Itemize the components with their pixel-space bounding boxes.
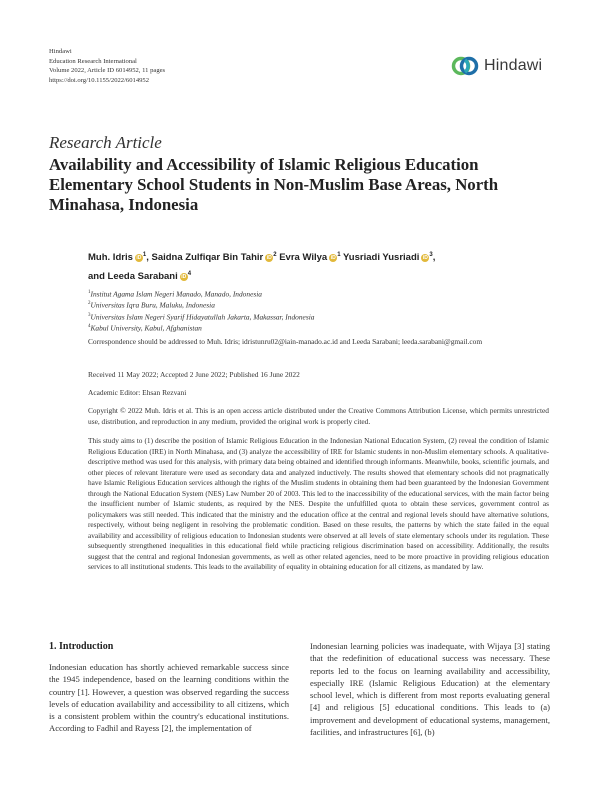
intro-column-right: Indonesian learning policies was inadequate, with Wijaya [3] stating that the redefinition of educational success was necessary. These reports led to the focus on learning availability and accessibility, especially IRE (Islamic Religious Education) at the elementary school level, which is different from most reports evaluating general [4] and religious [5] educational conditions. This leads to (a) improvement and development of educational systems, management, facilities, and infrastructures [6], (b)	[310, 641, 550, 738]
author-item[interactable]	[88, 271, 191, 282]
abstract: This study aims to (1) describe the position of Islamic Religious Education in the Indonesian National Education System, (2) reveal the condition of Islamic Religious Education (IRE) in North Minahasa, and (3) analyze the accessibility of IRE for Islamic students in non-Muslim elementary schools. A qualitative-descriptive method was used for this analysis, with primary data being obtained and identified through informants. Meanwhile, books, scientific journals, and other pieces of relevant literature were used as secondary data and analyzed inductively. The results showed that elementary schools did not pragmatically have Islamic Religious Education services although the rights of the Muslim students in obtaining them had been guaranteed by the Indonesian Government through the National Education System (NES) Law Number 20 of 2003. This led to the inaccessibility of the educational services, with the main factor being the insufficient number of Islamic students, as required by the NES. Despite the unfulfilled quota to obtain these services, government control as policymakers was still needed. This indicated that the ministry and the education office at the central and regional levels should have alternative solutions, respectively, without being negligent in resolving the problematic condition. Based on these results, the patterns by which the state failed in the equal availability and accessibility of religious education to Indonesian students were observed at all levels of state elementary schools under its regulation. These subsequently strengthened inequalities in this educational field while practicing religious discrimination based on accessibility. Additionally, the results suggest that the central and regional Indonesian governments, as well as other related agencies, need to be more proactive in providing religious education services to all institutional students. This leads to the availability of equality in obtaining education for all citizens, as mandated by law.	[88, 436, 549, 571]
article-type: Research Article	[49, 133, 162, 152]
author-item[interactable]	[343, 252, 435, 263]
section-heading: 1. Introduction	[49, 641, 114, 652]
affiliation-item	[88, 288, 314, 299]
author-affil-ref: 1	[142, 252, 147, 258]
article-title: Availability and Accessibility of Islamic Religious Education Elementary School Students in Non-Muslim Base Areas, North Minahasa, Indonesia	[49, 155, 499, 214]
hindawi-logo-icon	[450, 51, 480, 81]
author-name: Muh. Idris	[88, 252, 133, 264]
affiliation-number: 3	[88, 312, 91, 318]
orcid-icon[interactable]: iD	[330, 255, 336, 262]
affiliation-item	[88, 311, 314, 322]
author-list	[88, 247, 548, 285]
publication-dates: Received 11 May 2022; Accepted 2 June 2022; Published 16 June 2022	[88, 370, 300, 379]
author-separator: ,	[432, 252, 436, 264]
author-affil-ref: 3	[429, 252, 433, 258]
affiliation-text: Kabul University, Kabul, Afghanistan	[90, 323, 202, 333]
author-name: Yusriadi Yusriadi	[343, 252, 420, 264]
affiliation-text: Institut Agama Islam Negeri Manado, Manado, Indonesia	[90, 289, 262, 299]
author-affil-ref: 4	[187, 271, 192, 278]
doi-link[interactable]: https://doi.org/10.1155/2022/6014952	[49, 76, 150, 84]
orcid-icon[interactable]: iD	[136, 255, 142, 262]
affiliation-number: 4	[88, 324, 91, 330]
author-separator: ,	[146, 252, 149, 264]
copyright-notice: Copyright © 2022 Muh. Idris et al. This is an open access article distributed under the Creative Commons Attribution License, which permits unrestricted use, distribution, and reproduction in any medium, provided the original work is properly cited.	[88, 406, 549, 426]
affiliation-text: Universitas Iqra Buru, Maluku, Indonesia	[90, 300, 215, 310]
author-item[interactable]	[88, 252, 149, 263]
orcid-icon[interactable]: iD	[266, 255, 272, 262]
academic-editor: Academic Editor: Ehsan Rezvani	[88, 388, 187, 397]
author-item[interactable]	[152, 252, 277, 263]
affiliation-item	[88, 299, 314, 310]
correspondence: Correspondence should be addressed to Muh. Idris; idristunru02@iain-manado.ac.id and Leeda Sarabani; leeda.sarabani@gmail.com	[88, 337, 483, 346]
affiliation-text: Universitas Islam Negeri Syarif Hidayatullah Jakarta, Makassar, Indonesia	[90, 312, 315, 322]
author-name: Evra Wilya	[279, 252, 328, 264]
hindawi-logo-text: Hindawi	[484, 57, 543, 74]
journal-meta	[49, 47, 165, 85]
hindawi-logo[interactable]	[450, 51, 542, 81]
affiliation-item	[88, 322, 314, 333]
author-affil-ref: 2	[273, 252, 277, 258]
journal-name: Education Research International	[49, 57, 137, 65]
orcid-icon[interactable]: iD	[181, 274, 187, 281]
affiliation-number: 2	[88, 301, 91, 307]
publisher-name: Hindawi	[49, 48, 72, 55]
author-item[interactable]	[279, 252, 340, 263]
affiliation-list	[88, 288, 314, 334]
author-affil-ref: 1	[337, 252, 341, 258]
intro-column-left: Indonesian education has shortly achieved remarkable success since the 1945 independence, based on the learning conditions within the country [1]. However, a question was observed regarding the success levels of education availability and accessibility to all citizens, which is a consistent problem within the country's educational institutions. According to Fadhil and Rayess [2], the implementation of	[49, 662, 289, 734]
author-name: Saidna Zulfiqar Bin Tahir	[151, 252, 264, 264]
author-name: and Leeda Sarabani	[88, 271, 178, 283]
affiliation-number: 1	[88, 290, 91, 295]
orcid-icon[interactable]: iD	[422, 255, 428, 262]
volume-info: Volume 2022, Article ID 6014952, 11 pages	[49, 67, 166, 75]
